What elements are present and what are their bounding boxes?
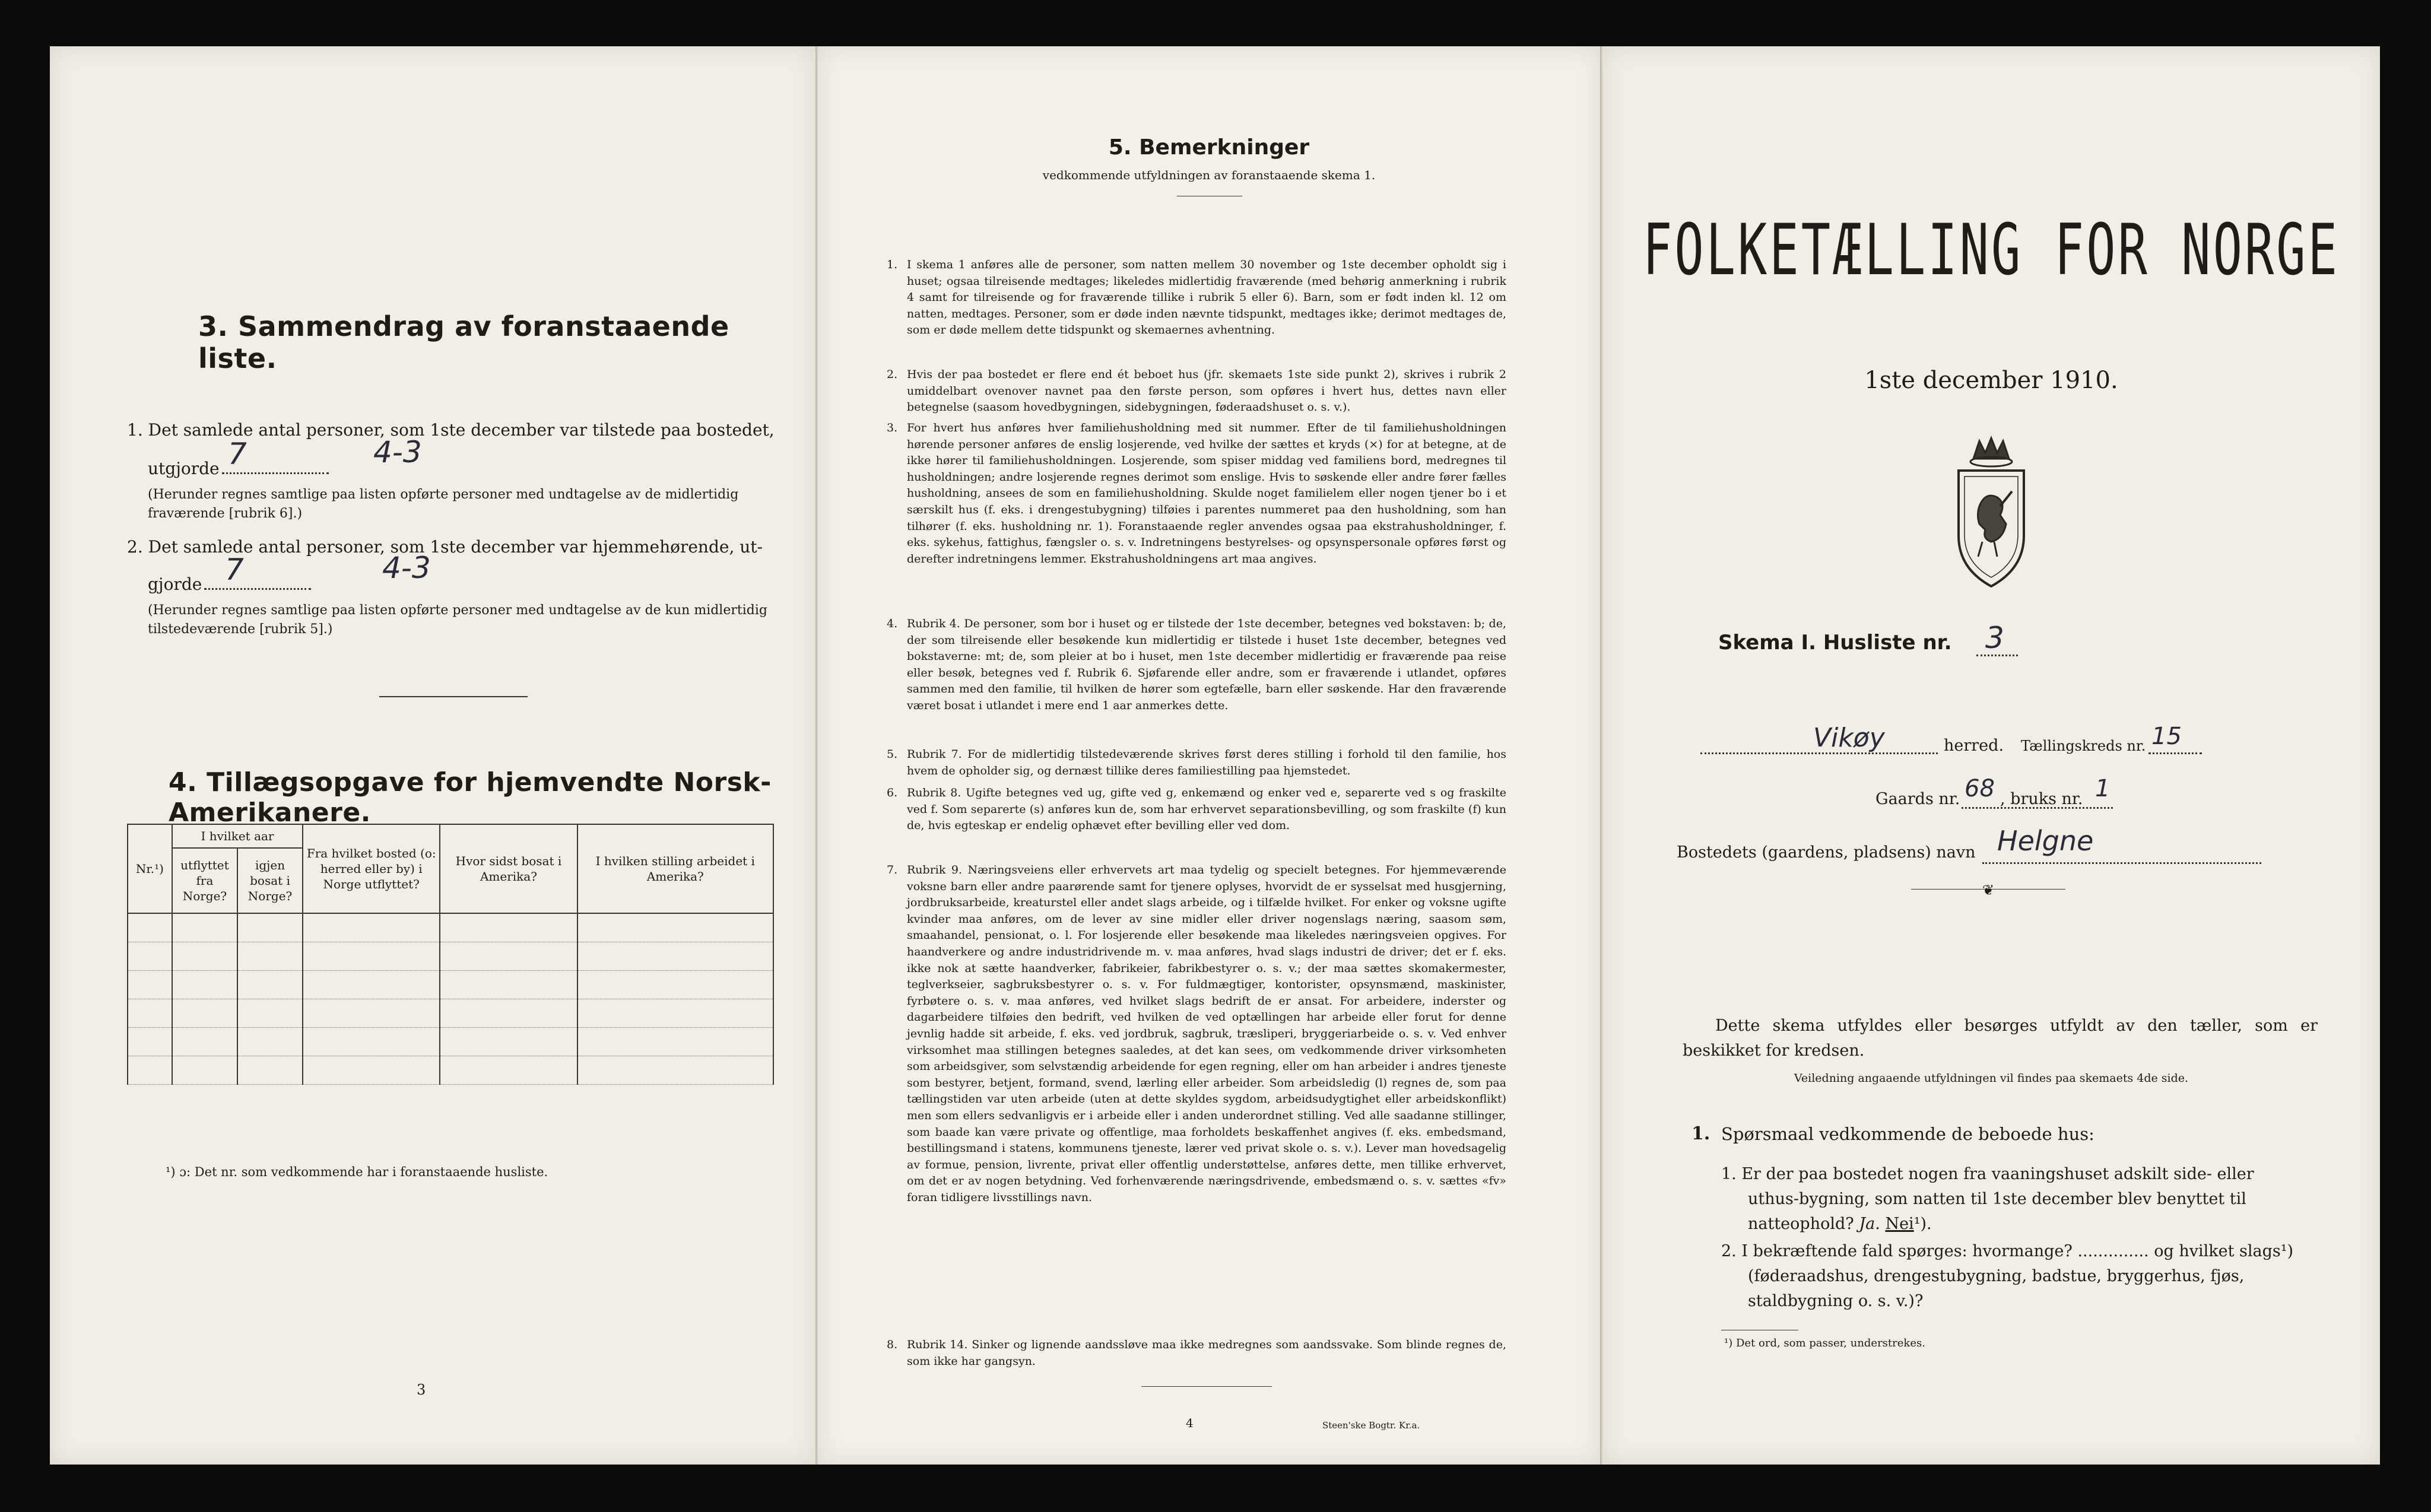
separator <box>379 696 528 697</box>
remark-item <box>887 616 1506 714</box>
remark-text: I skema 1 anføres alle de personer, som natten mellem 30 november og 1ste december opholdt sig i huset; ogsaa tilreisende medtages; likeledes midlertidig fraværende (med behørig anmerkning i rubrik 4 samt for tilreisende og for fraværende tillike i rubrik 5 eller 6). Barn, som er født inden kl. 12 om natten, medtages. Personer, som er døde inden nævnte tidspunkt, medtages ikke; derimot medtages de, som er døde mellem dette tidspunkt og skemaernes avhentning. <box>907 258 1506 337</box>
item2-label: gjorde <box>148 574 202 594</box>
remark-text: For hvert hus anføres hver familiehusholdning med sit nummer. Efter de til familiehusholdningen hørende personer anføres de enslig losjerende, ved hvilke der sættes et kryds (×) for at betegne, at de ikke hører til familiehusholdningen. Losjerende, som spiser middag ved familiens bord, medregnes til husholdningen; andre losjerende regnes derimot som enslige. Hvis to søskende eller andre fører fælles husholdning, ansees de som en familiehusholdning. Skulde noget familielem eller nogen tjener bo i et særskilt hus (f. eks. i drengestubygning) tilføies i parentes nummeret paa den husholdning, som han tilhører (f. eks. husholdning nr. 1). Foranstaaende regler anvendes ogsaa paa ekstrahusholdninger, f. eks. sykehus, fattighus, fængsler o. s. v. Indretningens bestyrelses- og opsynspersonale opføres først og derefter indretningens lemmer. Ekstrahusholdningens art maa angives. <box>907 421 1506 566</box>
table-footnote: ¹) ɔ: Det nr. som vedkommende har i foranstaaende husliste. <box>166 1165 548 1179</box>
kreds-value: 15 <box>2151 723 2182 750</box>
section-4-title: 4. Tillægsopgave for hjemvendte Norsk-Amerikanere. <box>169 767 772 828</box>
remark-item <box>887 367 1506 416</box>
table-row <box>128 913 773 942</box>
remark-text: Rubrik 9. Næringsveiens eller erhvervets art maa tydelig og specielt betegnes. For hjemmeværende voksne barn eller andre paarørende samt for tjenere oplyses, hvorvidt de er sysselsat med husgjerning, jordbruksarbeide, kreaturstel eller andet slags arbeide, og i tilfælde hvilket. For enker og voksne ugifte kvinder maa anføres, om de lever av sine midler eller driver nogenslags næring, saasom søm, smaahandel, pensionat, o. l. For losjerende eller besøkende maa likeledes næringsveien opgives. For haandverkere og andre industridrivende m. v. maa anføres, hvad slags industri de driver; det er f. eks. ikke nok at sætte haandverker, fabrikeier, fabrikbestyrer o. s. v.; der maa sættes skomakermester, teglverkseier, sagbruksbestyrer o. s. v. For fuldmægtiger, kontorister, opsynsmænd, maskinister, fyrbøtere o. s. v. maa anføres, ved hvilket slags bedrift de er ansat. For arbeidere, inderster og dagarbeidere tilføies den bedrift, ved hvilken de ved optællingen har arbeide eller forut for denne jevnlig hadde sit arbeide, f. eks. ved jordbruk, sagbruk, træsliperi, bryggeriarbeide o. s. v. Ved enhver virksomhet maa stillingen betegnes saaledes, at det kan sees, om vedkommende driver virksomheten som arbeidsgiver, som selvstændig arbeidende for egen regning, eller om han arbeider i andres tjeneste som bestyrer, betjent, formand, svend, lærling eller arbeider. Som arbeidsledig (l) regnes de, som paa tællingstiden var uten arbeide (uten at dette skyldes sygdom, arbeidsudygtighet eller arbeidskonflikt) men som ellers sedvanligvis er i arbeide eller i anden underordnet stilling. Ved alle saadanne stillinger, som baade kan være private og offentlige, maa forholdets beskaffenhet angives (f. eks. embedsmand, bestillingsmand i statens, kommunens tjeneste, lærer ved privat skole o. s. v.). Lever man hovedsagelig av formue, pension, livrente, privat eller offentlig understøttelse, anføres dette, men tillike erhvervet, om det er av nogen betydning. Ved forhenværende næringsdrivende, embedsmænd o. s. v. sættes «fv» foran tidligere livsstillings navn. <box>907 863 1506 1204</box>
norsk-amerikanere-table <box>127 824 774 1085</box>
herred-label: herred. <box>1944 736 2004 755</box>
item1-note: (Herunder regnes samtlige paa listen opførte personer med undtagelse av de midlertidig fraværende [rubrik 6].) <box>148 487 739 521</box>
table-row <box>128 942 773 970</box>
husliste-number: 3 <box>1985 621 2004 655</box>
col-amerika: Hvor sidst bosat i Amerika? <box>440 824 577 913</box>
remark-item <box>887 785 1506 834</box>
remark-number: 5. <box>887 748 898 761</box>
ornament-icon: ❦ <box>1982 882 1995 898</box>
remark-number: 8. <box>887 1338 898 1351</box>
col-stilling: I hvilken stilling arbeidet i Amerika? <box>577 824 773 913</box>
item1-text: 1. Det samlede antal personer, som 1ste december var tilstede paa bostedet, <box>127 420 775 440</box>
answer-nei: Nei <box>1885 1215 1914 1233</box>
section-3-title: 3. Sammendrag av foranstaaende liste. <box>198 310 729 374</box>
item2-annotation: 4-3 <box>382 551 431 585</box>
remark-text: Rubrik 8. Ugifte betegnes ved ug, gifte ved g, enkemænd og enker ved e, separerte ved s og fraskilte ved f. Som separerte (s) anføres kun de, som har erhvervet separationsbevilling, og som fraskilte (f) kun de, hvis egteskap er endelig ophævet efter bevilling eller ved dom. <box>907 786 1506 833</box>
remark-item <box>887 747 1506 779</box>
remark-text: Rubrik 7. For de midlertidig tilstedeværende skrives først deres stilling i forhold til den familie, hos hvem de opholder sig, og dernæst tillike deres familiestilling paa hjemstedet. <box>907 748 1506 777</box>
footnote: ¹) Det ord, som passer, understrekes. <box>1724 1337 1925 1349</box>
remarks-title: 5. Bemerkninger <box>1108 135 1310 160</box>
bruks-label: , bruks nr. <box>2000 790 2083 808</box>
intro-note: Veiledning angaaende utfyldningen vil findes paa skemaets 4de side. <box>1794 1072 2189 1085</box>
bosted-label: Bostedets (gaardens, pladsens) navn <box>1677 843 1976 862</box>
questions-number: 1. <box>1691 1123 1710 1144</box>
page-3-summary <box>50 46 815 1465</box>
census-title: FOLKETÆLLING FOR NORGE <box>1642 209 2340 291</box>
item2-answer-line <box>204 588 311 590</box>
table-row <box>128 999 773 1027</box>
bosted-value: Helgne <box>1997 825 2094 857</box>
bosted-line <box>1982 862 2261 864</box>
kreds-label: Tællingskreds nr. <box>2021 738 2146 754</box>
item2-value: 7 <box>225 552 244 587</box>
item1-answer-line <box>222 472 329 474</box>
page-4-remarks <box>818 46 1600 1465</box>
intro-text: Dette skema utfyldes eller besørges utfyldt av den tæller, som er beskikket for kredsen. <box>1683 1017 2318 1060</box>
remark-number: 7. <box>887 863 898 876</box>
bruks-value: 1 <box>2095 775 2111 802</box>
remark-item <box>887 862 1506 1206</box>
remark-number: 4. <box>887 617 898 630</box>
table-row <box>128 1027 773 1056</box>
question-1-text: 1. Er der paa bostedet nogen fra vaaningshuset adskilt side- eller uthus-bygning, som natten til 1ste december blev benyttet til natteophold? <box>1721 1165 2254 1233</box>
col-igjen: igjen bosat i Norge? <box>237 848 303 913</box>
gaards-label: Gaards nr. <box>1875 790 1960 808</box>
coat-of-arms-icon <box>1950 435 2033 592</box>
page-number: 4 <box>1186 1416 1194 1430</box>
question-1 <box>1721 1162 2309 1237</box>
question-2: 2. I bekræftende fald spørges: hvormange? .............. og hvilket slags¹) (føderaadshus, drengestubygning, badstue, bryggerhus, fjøs, staldbygning o. s. v.)? <box>1721 1242 2294 1310</box>
footnote-ref: ¹). <box>1913 1215 1932 1233</box>
item2-note: (Herunder regnes samtlige paa listen opførte personer med undtagelse av de kun midlertidig tilstedeværende [rubrik 5].) <box>148 603 767 637</box>
remark-item <box>887 1337 1506 1370</box>
remarks-subtitle: vedkommende utfyldningen av foranstaaende skema 1. <box>1042 168 1376 182</box>
remark-number: 3. <box>887 421 898 434</box>
table-row <box>128 1056 773 1084</box>
col-bosted: Fra hvilket bosted (o: herred eller by) i Norge utflyttet? <box>303 824 440 913</box>
remark-number: 2. <box>887 368 898 381</box>
remark-text: Hvis der paa bostedet er flere end ét beboet hus (jfr. skemaets 1ste side punkt 2), skrives i rubrik 2 umiddelbart ovenover navnet paa den første person, som opføres i hvert hus, dettes navn eller betegnelse (saasom hovedbygningen, sidebygningen, føderaadshuset o. s. v.). <box>907 368 1506 414</box>
schema-label: Skema I. Husliste nr. <box>1718 631 1952 655</box>
col-group-year: I hvilket aar <box>172 824 303 848</box>
answer-ja: Ja. <box>1859 1215 1880 1233</box>
remark-number: 6. <box>887 786 898 799</box>
item1-annotation: 4-3 <box>373 435 422 469</box>
item1-value: 7 <box>228 437 247 471</box>
printer-mark: Steen'ske Bogtr. Kr.a. <box>1322 1420 1420 1431</box>
separator <box>1141 1386 1272 1387</box>
remark-text: Rubrik 14. Sinker og lignende aandssløve maa ikke medregnes som aandssvake. Som blinde regnes de, som ikke har gangsyn. <box>907 1338 1506 1368</box>
page-number: 3 <box>417 1381 426 1398</box>
questions-title: Spørsmaal vedkommende de beboede hus: <box>1721 1124 2094 1144</box>
col-nr: Nr.¹) <box>128 824 172 913</box>
kreds-line <box>2148 752 2202 754</box>
census-date: 1ste december 1910. <box>1864 367 2118 394</box>
remark-item <box>887 420 1506 567</box>
remark-text: Rubrik 4. De personer, som bor i huset og er tilstede der 1ste december, betegnes ved bokstaven: b; de, der som tilreisende eller besøkende kun midlertidig er tilstede i huset 1ste december, betegnes ved bokstaverne: mt; de, som pleier at bo i huset, men 1ste december midlertidig er fraværende paa reise eller besøk, betegnes ved f. Rubrik 6. Sjøfarende eller andre, som er fraværende i utlandet, opføres sammen med den familie, til hvilken de hører som egtefælle, barn eller søskende. Har den fraværende været bosat i utlandet i mere end 1 aar anmerkes dette. <box>907 617 1506 712</box>
item2-text: 2. Det samlede antal personer, som 1ste december var hjemmehørende, ut- <box>127 537 763 557</box>
herred-value: Vikøy <box>1813 723 1885 753</box>
table-row <box>128 970 773 999</box>
remark-number: 1. <box>887 258 898 271</box>
remark-item <box>887 257 1506 339</box>
gaards-value: 68 <box>1965 775 1995 802</box>
item1-label: utgjorde <box>148 459 220 478</box>
col-utflyttet: utflyttet fra Norge? <box>172 848 237 913</box>
page-1-cover <box>1602 46 2380 1465</box>
gaards-line <box>1962 807 2113 809</box>
